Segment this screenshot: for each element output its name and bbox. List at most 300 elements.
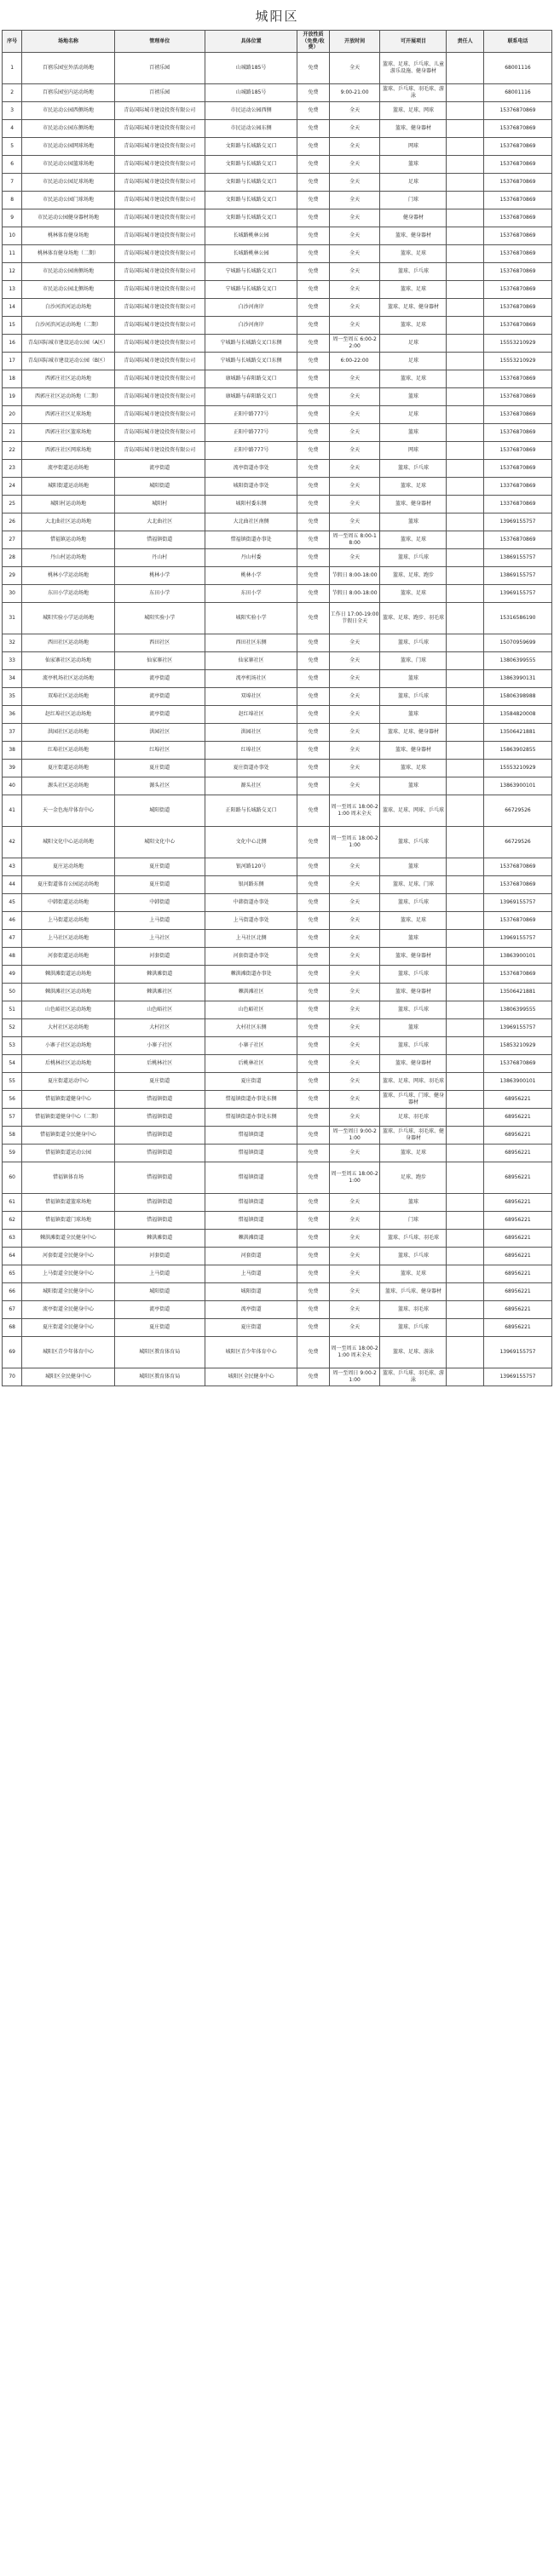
cell-management: 夏庄街道 [114, 1318, 205, 1336]
cell-fee-type: 免费 [297, 137, 329, 155]
cell-fee-type: 免费 [297, 227, 329, 244]
cell-phone: 15553210929 [483, 759, 551, 777]
cell-fee-type: 免费 [297, 1318, 329, 1336]
table-row [3, 423, 552, 441]
cell-fee-type: 免费 [297, 826, 329, 858]
cell-open-time: 全天 [329, 244, 380, 262]
cell-responsible [447, 1282, 484, 1300]
cell-no: 66 [3, 1282, 22, 1300]
cell-activities: 足球、羽毛球 [380, 1108, 447, 1126]
cell-activities: 篮球、健身器材 [380, 495, 447, 513]
table-row [3, 209, 552, 227]
cell-venue-name: 城阳街道运动场地 [22, 477, 114, 495]
cell-venue-name: 城阳区青少年体育中心 [22, 1336, 114, 1368]
cell-responsible [447, 875, 484, 893]
cell-no: 56 [3, 1090, 22, 1108]
table-row [3, 1018, 552, 1036]
cell-no: 9 [3, 209, 22, 227]
cell-venue-name: 市民运动公园健身器材场地 [22, 209, 114, 227]
cell-fee-type: 免费 [297, 1001, 329, 1018]
cell-venue-name: 河套街道全民健身中心 [22, 1247, 114, 1265]
header-phone: 联系电话 [483, 31, 551, 53]
cell-fee-type: 免费 [297, 119, 329, 137]
table-row [3, 741, 552, 759]
cell-phone: 15376870869 [483, 1054, 551, 1072]
cell-activities: 篮球、足球 [380, 280, 447, 298]
cell-management: 上马社区 [114, 929, 205, 947]
cell-venue-name: 惜福镇街道健身中心（二期） [22, 1108, 114, 1126]
cell-location: 夏庄街道办事处 [205, 759, 297, 777]
cell-phone: 15376870869 [483, 137, 551, 155]
cell-responsible [447, 83, 484, 101]
cell-fee-type: 免费 [297, 101, 329, 119]
cell-activities: 篮球 [380, 387, 447, 405]
cell-management: 上马街道 [114, 1265, 205, 1282]
cell-phone: 13863990131 [483, 669, 551, 687]
cell-venue-name: 青岛国际城市建设运动公园（A区） [22, 334, 114, 352]
cell-open-time: 节假日 8:00-18:00 [329, 584, 380, 602]
cell-phone: 15376870869 [483, 965, 551, 983]
cell-phone: 15806398988 [483, 687, 551, 705]
cell-management: 城阳区教育体育局 [114, 1336, 205, 1368]
cell-venue-name: 大村社区运动场地 [22, 1018, 114, 1036]
cell-responsible [447, 1336, 484, 1368]
table-row [3, 477, 552, 495]
cell-responsible [447, 965, 484, 983]
cell-fee-type: 免费 [297, 423, 329, 441]
cell-open-time: 全天 [329, 191, 380, 209]
cell-responsible [447, 352, 484, 370]
cell-open-time: 全天 [329, 441, 380, 459]
cell-responsible [447, 1072, 484, 1090]
table-row [3, 155, 552, 173]
cell-management: 夏庄街道 [114, 858, 205, 875]
header-fee-type: 开放性质（免费/收费） [297, 31, 329, 53]
cell-activities: 篮球、乒乓球 [380, 1036, 447, 1054]
cell-management: 丹山村 [114, 548, 205, 566]
cell-venue-name: 城阳区全民健身中心 [22, 1368, 114, 1386]
cell-management: 上马街道 [114, 911, 205, 929]
cell-no: 62 [3, 1211, 22, 1229]
cell-phone: 68956221 [483, 1162, 551, 1193]
cell-location: 流亭街道 [205, 1300, 297, 1318]
table-row [3, 1368, 552, 1386]
cell-no: 58 [3, 1126, 22, 1144]
cell-activities: 篮球、足球 [380, 531, 447, 548]
cell-open-time: 全天 [329, 1036, 380, 1054]
cell-management: 惜福镇街道 [114, 531, 205, 548]
cell-activities: 篮球 [380, 777, 447, 795]
cell-responsible [447, 262, 484, 280]
table-row [3, 1036, 552, 1054]
cell-phone: 15376870869 [483, 244, 551, 262]
cell-location: 文阳路与长城路交叉口 [205, 137, 297, 155]
cell-venue-name: 棘洪滩社区运动场地 [22, 983, 114, 1001]
cell-activities: 篮球、健身器材 [380, 947, 447, 965]
cell-no: 15 [3, 316, 22, 334]
cell-responsible [447, 119, 484, 137]
cell-activities: 篮球、乒乓球 [380, 634, 447, 651]
cell-responsible [447, 759, 484, 777]
table-row [3, 387, 552, 405]
cell-venue-name: 桃林体育健身场地（二期） [22, 244, 114, 262]
cell-activities: 篮球 [380, 423, 447, 441]
cell-phone: 13969155757 [483, 584, 551, 602]
cell-fee-type: 免费 [297, 983, 329, 1001]
cell-activities: 足球 [380, 334, 447, 352]
cell-no: 2 [3, 83, 22, 101]
cell-management: 夏庄街道 [114, 875, 205, 893]
cell-no: 10 [3, 227, 22, 244]
cell-venue-name: 丹山村运动场地 [22, 548, 114, 566]
cell-management: 流亭街道 [114, 459, 205, 477]
cell-fee-type: 免费 [297, 441, 329, 459]
table-row [3, 858, 552, 875]
cell-open-time: 全天 [329, 651, 380, 669]
cell-no: 60 [3, 1162, 22, 1193]
cell-venue-name: 桃林小学运动场地 [22, 566, 114, 584]
table-row [3, 1211, 552, 1229]
table-row [3, 759, 552, 777]
cell-venue-name: 城阳文化中心运动场地 [22, 826, 114, 858]
cell-location: 小寨子社区 [205, 1036, 297, 1054]
cell-activities: 篮球、健身器材 [380, 227, 447, 244]
cell-open-time: 周一至周五 18:00-21:00 周末全天 [329, 795, 380, 826]
cell-venue-name: 山色峪社区运动场地 [22, 1001, 114, 1018]
cell-activities: 篮球、乒乓球 [380, 262, 447, 280]
cell-responsible [447, 1211, 484, 1229]
cell-no: 19 [3, 387, 22, 405]
cell-responsible [447, 405, 484, 423]
cell-fee-type: 免费 [297, 316, 329, 334]
cell-management: 山色峪社区 [114, 1001, 205, 1018]
cell-management: 流亭街道 [114, 669, 205, 687]
cell-fee-type: 免费 [297, 513, 329, 531]
cell-no: 54 [3, 1054, 22, 1072]
table-row [3, 651, 552, 669]
table-row [3, 280, 552, 298]
cell-activities: 篮球、乒乓球 [380, 826, 447, 858]
cell-responsible [447, 1318, 484, 1336]
cell-fee-type: 免费 [297, 1368, 329, 1386]
cell-open-time: 全天 [329, 1247, 380, 1265]
cell-phone: 68001116 [483, 83, 551, 101]
cell-activities: 篮球、羽毛球 [380, 1300, 447, 1318]
cell-fee-type: 免费 [297, 1054, 329, 1072]
cell-activities: 篮球 [380, 669, 447, 687]
cell-responsible [447, 441, 484, 459]
table-row [3, 52, 552, 83]
cell-location: 棘洪滩街道 [205, 1229, 297, 1247]
cell-open-time: 全天 [329, 947, 380, 965]
cell-open-time: 全天 [329, 1282, 380, 1300]
cell-fee-type: 免费 [297, 83, 329, 101]
cell-location: 夏庄街道 [205, 1318, 297, 1336]
cell-activities: 篮球、乒乓球、健身器材 [380, 1282, 447, 1300]
cell-venue-name: 河套街道运动场地 [22, 947, 114, 965]
cell-location: 正阳路与长城路交叉口 [205, 795, 297, 826]
cell-fee-type: 免费 [297, 795, 329, 826]
table-row [3, 1336, 552, 1368]
cell-no: 25 [3, 495, 22, 513]
cell-management: 中韩街道 [114, 893, 205, 911]
table-row [3, 965, 552, 983]
cell-open-time: 全天 [329, 370, 380, 387]
table-row [3, 705, 552, 723]
table-row [3, 548, 552, 566]
cell-venue-name: 中韩街道运动场地 [22, 893, 114, 911]
cell-responsible [447, 1001, 484, 1018]
header-activities: 可开展项目 [380, 31, 447, 53]
cell-open-time: 全天 [329, 723, 380, 741]
cell-activities: 网球 [380, 137, 447, 155]
cell-location: 银河路东侧 [205, 875, 297, 893]
cell-open-time: 全天 [329, 262, 380, 280]
cell-phone: 15376870869 [483, 423, 551, 441]
cell-management: 青岛国际城市建设投资有限公司 [114, 387, 205, 405]
cell-fee-type: 免费 [297, 244, 329, 262]
table-row [3, 1072, 552, 1090]
cell-no: 41 [3, 795, 22, 826]
cell-venue-name: 青岛国际城市建设运动公园（B区） [22, 352, 114, 370]
cell-activities: 篮球、足球 [380, 1144, 447, 1162]
cell-fee-type: 免费 [297, 1336, 329, 1368]
cell-activities: 篮球 [380, 513, 447, 531]
cell-location: 丹山村委 [205, 548, 297, 566]
cell-responsible [447, 1054, 484, 1072]
cell-open-time: 全天 [329, 316, 380, 334]
cell-open-time: 全天 [329, 965, 380, 983]
cell-open-time: 全天 [329, 893, 380, 911]
cell-phone: 15376870869 [483, 101, 551, 119]
cell-no: 18 [3, 370, 22, 387]
cell-no: 67 [3, 1300, 22, 1318]
table-row [3, 1001, 552, 1018]
cell-activities: 篮球 [380, 1018, 447, 1036]
cell-fee-type: 免费 [297, 1126, 329, 1144]
cell-activities: 篮球、乒乓球、羽毛球 [380, 1229, 447, 1247]
cell-management: 流亭街道 [114, 1300, 205, 1318]
cell-responsible [447, 1108, 484, 1126]
cell-venue-name: 惜福镇街道篮球场地 [22, 1193, 114, 1211]
cell-responsible [447, 1229, 484, 1247]
cell-no: 50 [3, 983, 22, 1001]
cell-phone: 13969155757 [483, 513, 551, 531]
cell-fee-type: 免费 [297, 1072, 329, 1090]
cell-venue-name: 上马街道运动场地 [22, 911, 114, 929]
cell-fee-type: 免费 [297, 705, 329, 723]
cell-activities: 篮球 [380, 929, 447, 947]
cell-open-time: 全天 [329, 634, 380, 651]
cell-responsible [447, 741, 484, 759]
cell-fee-type: 免费 [297, 477, 329, 495]
cell-no: 7 [3, 173, 22, 191]
cell-phone: 15853210929 [483, 1036, 551, 1054]
cell-management: 城阳街道 [114, 477, 205, 495]
cell-management: 棘洪滩街道 [114, 1229, 205, 1247]
cell-location: 桃林小学 [205, 566, 297, 584]
cell-no: 63 [3, 1229, 22, 1247]
cell-fee-type: 免费 [297, 52, 329, 83]
cell-responsible [447, 1247, 484, 1265]
cell-fee-type: 免费 [297, 1229, 329, 1247]
table-row [3, 1144, 552, 1162]
cell-location: 西田社区东侧 [205, 634, 297, 651]
cell-no: 53 [3, 1036, 22, 1054]
cell-management: 源头社区 [114, 777, 205, 795]
cell-management: 东田小学 [114, 584, 205, 602]
cell-venue-name: 夏庄街道全民健身中心 [22, 1318, 114, 1336]
table-row [3, 687, 552, 705]
cell-phone: 13376870869 [483, 477, 551, 495]
cell-management: 青岛国际城市建设投资有限公司 [114, 262, 205, 280]
cell-phone: 15376870869 [483, 459, 551, 477]
cell-open-time: 全天 [329, 119, 380, 137]
cell-no: 14 [3, 298, 22, 316]
cell-activities: 篮球、健身器材 [380, 741, 447, 759]
cell-activities: 网球 [380, 441, 447, 459]
cell-fee-type: 免费 [297, 893, 329, 911]
cell-fee-type: 免费 [297, 875, 329, 893]
cell-location: 双埠社区 [205, 687, 297, 705]
cell-location: 宁城路与长城路交叉口 [205, 262, 297, 280]
cell-location: 文化中心北侧 [205, 826, 297, 858]
cell-open-time: 全天 [329, 513, 380, 531]
cell-open-time: 全天 [329, 983, 380, 1001]
cell-location: 山色峪社区 [205, 1001, 297, 1018]
cell-activities: 篮球、健身器材 [380, 1054, 447, 1072]
cell-phone: 68956221 [483, 1300, 551, 1318]
cell-management: 仙家寨社区 [114, 651, 205, 669]
cell-phone: 15376870869 [483, 316, 551, 334]
cell-no: 47 [3, 929, 22, 947]
cell-management: 青岛国际城市建设投资有限公司 [114, 173, 205, 191]
cell-activities: 篮球、足球、健身器材 [380, 298, 447, 316]
cell-phone: 15376870869 [483, 911, 551, 929]
table-row [3, 795, 552, 826]
cell-fee-type: 免费 [297, 777, 329, 795]
cell-venue-name: 上马街道全民健身中心 [22, 1265, 114, 1282]
table-row [3, 334, 552, 352]
cell-phone: 13506421881 [483, 723, 551, 741]
cell-no: 52 [3, 1018, 22, 1036]
cell-activities: 篮球、乒乓球、门球、健身器材 [380, 1090, 447, 1108]
cell-responsible [447, 634, 484, 651]
table-row [3, 1090, 552, 1108]
cell-open-time: 全天 [329, 1090, 380, 1108]
cell-activities: 篮球、足球 [380, 584, 447, 602]
table-row [3, 101, 552, 119]
cell-open-time: 9:00-21:00 [329, 83, 380, 101]
table-row [3, 1108, 552, 1126]
cell-open-time: 全天 [329, 1001, 380, 1018]
cell-activities: 篮球、足球、乒乓球、儿童游乐设施、健身器材 [380, 52, 447, 83]
cell-location: 大北曲社区南侧 [205, 513, 297, 531]
cell-responsible [447, 155, 484, 173]
cell-management: 青岛国际城市建设投资有限公司 [114, 423, 205, 441]
table-row [3, 911, 552, 929]
page-title: 城阳区 [255, 9, 299, 24]
cell-management: 惜福镇街道 [114, 1211, 205, 1229]
cell-open-time: 全天 [329, 459, 380, 477]
cell-open-time: 全天 [329, 669, 380, 687]
cell-location: 棘洪滩社区 [205, 983, 297, 1001]
cell-responsible [447, 477, 484, 495]
cell-open-time: 全天 [329, 687, 380, 705]
cell-phone: 15376870869 [483, 262, 551, 280]
cell-location: 上马街道 [205, 1265, 297, 1282]
cell-phone: 15376870869 [483, 387, 551, 405]
cell-management: 青岛国际城市建设投资有限公司 [114, 316, 205, 334]
cell-phone: 13969155757 [483, 1336, 551, 1368]
table-row [3, 173, 552, 191]
table-row [3, 513, 552, 531]
cell-activities: 篮球、足球、网球、乒乓球 [380, 795, 447, 826]
cell-location: 正阳中路777号 [205, 423, 297, 441]
cell-responsible [447, 191, 484, 209]
cell-no: 3 [3, 101, 22, 119]
cell-management: 棘洪滩街道 [114, 965, 205, 983]
cell-location: 后桃林社区 [205, 1054, 297, 1072]
cell-responsible [447, 947, 484, 965]
cell-location: 城阳村委东侧 [205, 495, 297, 513]
table-row [3, 405, 552, 423]
table-row [3, 826, 552, 858]
cell-management: 惜福镇街道 [114, 1090, 205, 1108]
cell-venue-name: 夏庄街道运动中心 [22, 1072, 114, 1090]
cell-phone: 68956221 [483, 1318, 551, 1336]
cell-fee-type: 免费 [297, 1247, 329, 1265]
header-responsible: 责任人 [447, 31, 484, 53]
cell-fee-type: 免费 [297, 634, 329, 651]
cell-venue-name: 西田社区运动场地 [22, 634, 114, 651]
cell-management: 城阳街道 [114, 1282, 205, 1300]
cell-no: 40 [3, 777, 22, 795]
cell-no: 13 [3, 280, 22, 298]
cell-phone: 68956221 [483, 1144, 551, 1162]
cell-no: 5 [3, 137, 22, 155]
cell-responsible [447, 387, 484, 405]
cell-no: 23 [3, 459, 22, 477]
table-row [3, 83, 552, 101]
cell-venue-name: 市民运动公园南侧场地 [22, 262, 114, 280]
table-row [3, 634, 552, 651]
cell-fee-type: 免费 [297, 741, 329, 759]
cell-management: 流亭街道 [114, 687, 205, 705]
cell-location: 惜福镇街道办事处东侧 [205, 1090, 297, 1108]
cell-location: 市民运动公园西侧 [205, 101, 297, 119]
cell-phone: 13584820008 [483, 705, 551, 723]
cell-phone: 68001116 [483, 52, 551, 83]
table-row [3, 316, 552, 334]
cell-activities: 篮球、乒乓球 [380, 893, 447, 911]
cell-activities: 篮球、乒乓球 [380, 687, 447, 705]
cell-no: 22 [3, 441, 22, 459]
cell-location: 惜福镇街道 [205, 1211, 297, 1229]
cell-location: 山城路185号 [205, 83, 297, 101]
cell-fee-type: 免费 [297, 495, 329, 513]
cell-no: 12 [3, 262, 22, 280]
table-row [3, 1193, 552, 1211]
cell-responsible [447, 1018, 484, 1036]
cell-management: 百禧乐园 [114, 52, 205, 83]
cell-venue-name: 源头社区运动场地 [22, 777, 114, 795]
table-row [3, 370, 552, 387]
cell-phone: 68956221 [483, 1229, 551, 1247]
table-row [3, 777, 552, 795]
cell-no: 55 [3, 1072, 22, 1090]
cell-location: 城阳街道办事处 [205, 477, 297, 495]
